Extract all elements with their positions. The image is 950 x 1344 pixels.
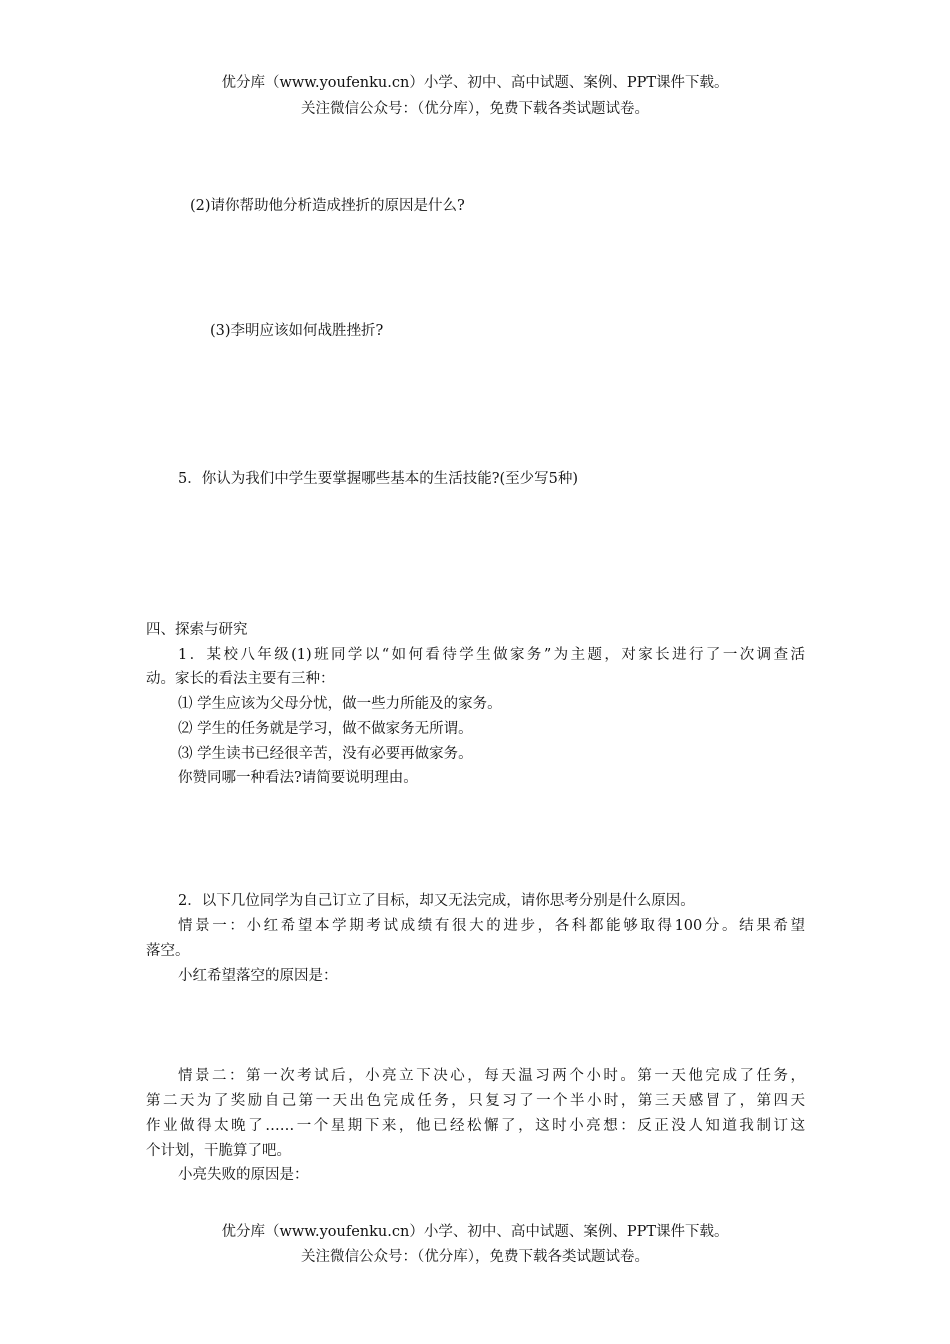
scene-2-line-3: 作业做得太晚了……一个星期下来，他已经松懈了，这时小亮想：反正没人知道我制订这 — [146, 1118, 805, 1134]
scene-2-line-2: 第二天为了奖励自己第一天出色完成任务，只复习了一个半小时，第三天感冒了，第四天 — [146, 1093, 805, 1109]
opinion-2: ⑵ 学生的任务就是学习，做不做家务无所谓。 — [178, 721, 473, 737]
scene-2-line-1: 情景二：第一次考试后，小亮立下决心，每天温习两个小时。第一天他完成了任务， — [178, 1068, 805, 1084]
item-1-line-1: 1．某校八年级(1)班同学以“如何看待学生做家务”为主题，对家长进行了一次调查活 — [178, 647, 805, 663]
question-3: (3)李明应该如何战胜挫折? — [210, 323, 384, 339]
header-line-1: 优分库（www.youfenku.cn）小学、初中、高中试题、案例、PPT课件下载。 — [221, 75, 729, 91]
question-2: (2)请你帮助他分析造成挫折的原因是什么? — [190, 198, 465, 214]
scene-1-prompt: 小红希望落空的原因是： — [178, 968, 338, 984]
footer-line-2: 关注微信公众号：（优分库），免费下载各类试题试卷。 — [301, 1249, 649, 1265]
opinion-3: ⑶ 学生读书已经很辛苦，没有必要再做家务。 — [178, 746, 473, 762]
scene-1-line-2: 落空。 — [146, 943, 190, 959]
opinion-1: ⑴ 学生应该为父母分忧，做一些力所能及的家务。 — [178, 696, 502, 712]
item-1-question: 你赞同哪一种看法?请简要说明理由。 — [178, 770, 418, 786]
scene-2-line-4: 个计划，干脆算了吧。 — [146, 1143, 291, 1159]
scene-1-line-1: 情景一：小红希望本学期考试成绩有很大的进步，各科都能够取得100分。结果希望 — [178, 918, 805, 934]
footer-line-1: 优分库（www.youfenku.cn）小学、初中、高中试题、案例、PPT课件下载。 — [221, 1224, 729, 1240]
item-2-intro: 2．以下几位同学为自己订立了目标，却又无法完成，请你思考分别是什么原因。 — [178, 893, 695, 909]
header-line-2: 关注微信公众号：（优分库），免费下载各类试题试卷。 — [301, 101, 649, 117]
section-4-title: 四、探索与研究 — [146, 622, 248, 638]
scene-2-prompt: 小亮失败的原因是： — [178, 1167, 309, 1183]
item-1-line-2: 动。家长的看法主要有三种： — [146, 671, 335, 687]
question-5: 5．你认为我们中学生要掌握哪些基本的生活技能?(至少写5种) — [178, 471, 579, 487]
